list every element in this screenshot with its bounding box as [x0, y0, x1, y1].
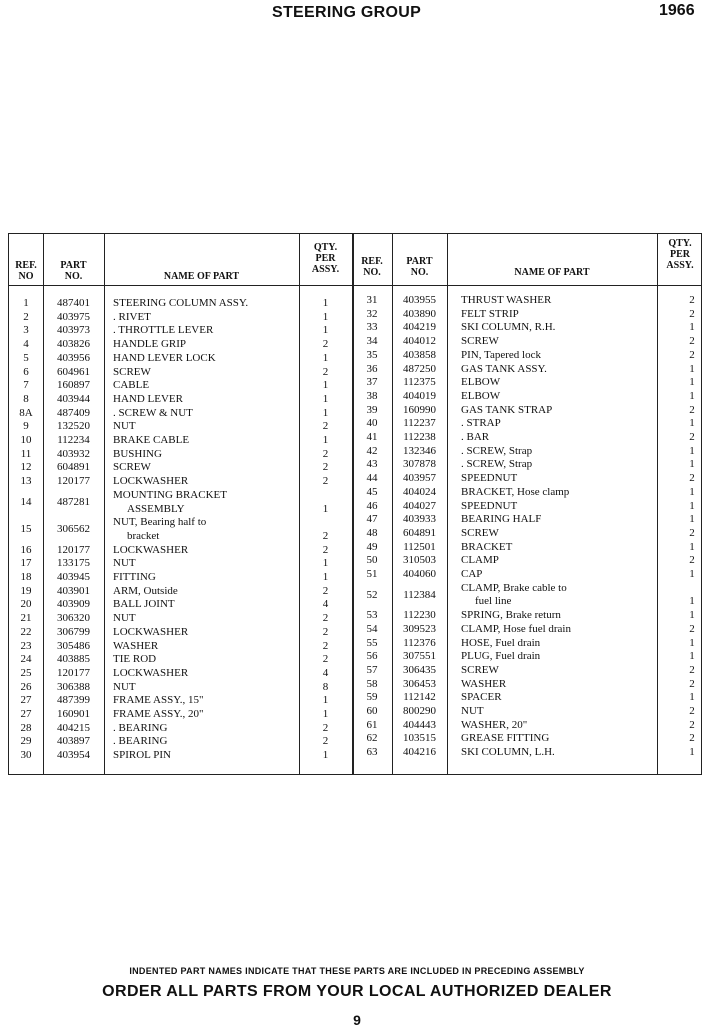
ref-no-cell: 39 [366, 403, 378, 416]
ref-no-cell: 34 [366, 335, 378, 348]
part-no-cell: 112384 [403, 588, 436, 601]
part-name-cell: BUSHING [113, 447, 162, 460]
part-name-cell: BRACKET, Hose clamp [461, 485, 570, 498]
qty-cell: 2 [322, 639, 329, 652]
part-name-cell: fuel line [475, 595, 512, 608]
qty-cell: 1 [322, 749, 329, 762]
ref-no-cell: 57 [366, 663, 378, 676]
part-name-cell: CLAMP, Hose fuel drain [461, 622, 571, 635]
part-no-header: PART NO. [60, 260, 87, 282]
part-name-cell: bracket [127, 529, 160, 542]
qty-cell: 2 [322, 420, 329, 433]
name-header: NAME OF PART [163, 271, 240, 282]
ref-no-cell: 46 [366, 499, 378, 512]
part-no-cell: 120177 [57, 475, 90, 488]
qty-cell: 4 [322, 598, 329, 611]
qty-cell: 1 [322, 324, 329, 337]
part-name-cell: SKI COLUMN, L.H. [461, 746, 555, 759]
qty-cell: 1 [689, 485, 695, 498]
ref-no-cell: 4 [23, 338, 29, 351]
part-name-cell: . SCREW, Strap [461, 458, 533, 471]
part-no-cell: 487409 [57, 406, 90, 419]
ref-no-cell: 8A [19, 406, 33, 419]
column-divider [104, 234, 105, 774]
qty-cell: 1 [689, 609, 695, 622]
part-no-cell: 112501 [403, 540, 436, 553]
part-name-cell: GREASE FITTING [461, 732, 550, 745]
part-name-cell: LOCKWASHER [113, 666, 189, 679]
part-name-cell: THRUST WASHER [461, 294, 552, 306]
qty-cell: 1 [689, 321, 695, 334]
qty-cell: 1 [322, 557, 329, 570]
ref-no-cell: 27 [20, 694, 32, 707]
page-number: 9 [353, 1012, 361, 1028]
part-name-cell: CLAMP [461, 554, 499, 567]
qty-cell: 2 [689, 348, 695, 361]
part-no-cell: 404219 [403, 321, 436, 334]
part-name-cell: SPIROL PIN [113, 749, 171, 762]
part-no-cell: 309523 [403, 622, 436, 635]
part-name-cell: HANDLE GRIP [113, 338, 187, 351]
ref-no-cell: 23 [20, 639, 32, 652]
part-no-cell: 487281 [57, 495, 90, 508]
part-no-cell: 403956 [57, 351, 90, 364]
ref-no-cell: 50 [366, 554, 378, 567]
part-no-cell: 120177 [57, 666, 90, 679]
qty-cell: 1 [322, 434, 329, 446]
part-name-cell: BALL JOINT [113, 598, 175, 611]
part-name-cell: SCREW [461, 663, 499, 676]
part-no-cell: 800290 [403, 705, 436, 717]
qty-cell: 1 [689, 458, 695, 471]
ref-no-cell: 9 [23, 420, 29, 433]
part-no-cell: 604961 [57, 365, 90, 378]
qty-cell: 1 [322, 392, 329, 405]
ref-no-cell: 37 [366, 376, 378, 389]
part-no-header-right: PART NO. [406, 256, 433, 278]
page-year: 1966 [659, 2, 695, 19]
part-no-cell: 403858 [403, 348, 436, 361]
order-note: ORDER ALL PARTS FROM YOUR LOCAL AUTHORIZED DEALER [102, 983, 612, 1000]
part-no-cell: 404216 [403, 746, 436, 759]
qty-cell: 1 [689, 389, 695, 402]
part-no-cell: 306388 [57, 680, 90, 693]
part-no-cell: 403975 [57, 310, 90, 323]
ref-no-cell: 51 [366, 568, 378, 580]
name-header-right: NAME OF PART [514, 267, 590, 278]
part-name-cell: CABLE [113, 379, 150, 392]
part-no-cell: 403901 [57, 584, 90, 597]
ref-no-cell: 60 [366, 705, 378, 717]
ref-no-cell: 8 [23, 392, 29, 405]
qty-cell: 1 [689, 513, 695, 526]
qty-cell: 2 [322, 529, 329, 542]
part-no-cell: 103515 [403, 732, 436, 745]
ref-no-cell: 27 [20, 708, 32, 720]
part-name-cell: LOCKWASHER [113, 625, 189, 638]
qty-cell: 2 [689, 622, 695, 635]
part-name-cell: ELBOW [461, 376, 501, 389]
part-name-cell: SCREW [113, 461, 151, 474]
qty-cell: 2 [322, 338, 329, 351]
qty-cell: 1 [689, 417, 695, 430]
part-name-cell: GAS TANK ASSY. [461, 362, 547, 375]
part-no-cell: 160901 [57, 708, 90, 720]
part-name-cell: ARM, Outside [113, 584, 178, 597]
part-no-cell: 403890 [403, 307, 436, 320]
ref-header: REF. NO [15, 260, 37, 282]
part-name-cell: HAND LEVER LOCK [113, 351, 216, 364]
part-no-cell: 403955 [403, 294, 436, 306]
part-no-cell: 403885 [57, 653, 90, 666]
part-no-cell: 404012 [403, 335, 436, 348]
qty-cell: 1 [689, 691, 695, 704]
ref-no-cell: 43 [366, 458, 378, 471]
part-name-cell: LOCKWASHER [113, 543, 189, 556]
part-name-cell: . SCREW & NUT [113, 406, 193, 419]
qty-cell: 8 [322, 680, 329, 693]
ref-no-cell: 17 [20, 557, 32, 570]
part-no-cell: 120177 [57, 543, 90, 556]
qty-cell: 2 [322, 475, 329, 488]
qty-cell: 1 [689, 540, 695, 553]
part-no-cell: 487399 [57, 694, 90, 707]
ref-no-cell: 63 [366, 746, 378, 759]
qty-cell: 2 [689, 472, 695, 485]
qty-cell: 1 [322, 406, 329, 419]
ref-no-cell: 10 [20, 434, 32, 446]
ref-no-cell: 11 [20, 447, 32, 460]
part-name-cell: SCREW [461, 335, 499, 348]
qty-cell: 2 [322, 721, 329, 734]
ref-no-cell: 21 [20, 612, 32, 625]
part-no-cell: 404027 [403, 499, 436, 512]
qty-cell: 1 [322, 708, 329, 720]
qty-cell: 2 [689, 705, 695, 717]
part-no-cell: 132346 [403, 444, 436, 457]
ref-no-cell: 38 [366, 389, 378, 402]
qty-cell: 2 [689, 403, 695, 416]
part-no-cell: 403932 [57, 447, 90, 460]
part-name-cell: ASSEMBLY [127, 502, 185, 515]
part-no-cell: 404019 [403, 389, 436, 402]
ref-no-cell: 6 [23, 365, 29, 378]
part-no-cell: 403909 [57, 598, 90, 611]
ref-no-cell: 36 [366, 362, 378, 375]
ref-no-cell: 5 [23, 351, 29, 364]
part-no-cell: 604891 [403, 526, 436, 539]
part-no-cell: 306320 [57, 612, 90, 625]
ref-no-cell: 48 [366, 526, 378, 539]
part-name-cell: BRAKE CABLE [113, 434, 190, 446]
parts-table [8, 233, 702, 775]
part-name-cell: GAS TANK STRAP [461, 403, 553, 416]
ref-no-cell: 15 [20, 523, 32, 536]
part-name-cell: SCREW [461, 526, 499, 539]
part-no-cell: 112237 [403, 417, 436, 430]
ref-no-cell: 31 [366, 294, 378, 306]
qty-header: QTY. PER ASSY. [311, 242, 340, 275]
qty-cell: 2 [322, 653, 329, 666]
qty-cell: 1 [689, 746, 695, 759]
part-name-cell: BRACKET [461, 540, 513, 553]
qty-cell: 2 [322, 625, 329, 638]
part-name-cell: LOCKWASHER [113, 475, 189, 488]
qty-cell: 4 [322, 666, 329, 679]
part-no-cell: 160990 [403, 403, 436, 416]
part-name-cell: HOSE, Fuel drain [461, 636, 541, 649]
column-divider [447, 234, 448, 774]
part-name-cell: CLAMP, Brake cable to [461, 581, 567, 594]
qty-cell: 1 [322, 694, 329, 707]
ref-no-cell: 26 [20, 680, 32, 693]
ref-no-cell: 16 [20, 543, 32, 556]
part-name-cell: PLUG, Fuel drain [461, 650, 541, 663]
part-name-cell: STEERING COLUMN ASSY. [113, 297, 249, 309]
ref-no-cell: 33 [366, 321, 378, 334]
qty-cell: 1 [322, 310, 329, 323]
qty-cell: 1 [322, 351, 329, 364]
ref-no-cell: 62 [366, 732, 378, 745]
part-name-cell: WASHER [461, 677, 507, 690]
part-no-cell: 404060 [403, 568, 436, 580]
part-no-cell: 487401 [57, 297, 90, 309]
part-no-cell: 112238 [403, 431, 436, 443]
qty-cell: 2 [689, 663, 695, 676]
part-no-cell: 112230 [403, 609, 436, 622]
ref-no-cell: 45 [366, 485, 378, 498]
qty-cell: 1 [689, 376, 695, 389]
ref-no-cell: 25 [20, 666, 32, 679]
part-name-cell: . STRAP [461, 417, 501, 430]
part-no-cell: 112375 [403, 376, 436, 389]
part-no-cell: 403945 [57, 571, 90, 583]
part-no-cell: 307551 [403, 650, 436, 663]
qty-cell: 1 [689, 444, 695, 457]
ref-no-cell: 22 [20, 625, 32, 638]
part-name-cell: MOUNTING BRACKET [113, 488, 227, 501]
part-no-cell: 112142 [403, 691, 436, 704]
part-name-cell: FRAME ASSY., 20" [113, 708, 204, 720]
part-no-cell: 404215 [57, 721, 90, 734]
ref-no-cell: 58 [366, 677, 378, 690]
ref-no-cell: 2 [23, 310, 29, 323]
part-no-cell: 306799 [57, 625, 90, 638]
qty-cell: 2 [689, 526, 695, 539]
ref-no-cell: 52 [366, 588, 378, 601]
part-no-cell: 604891 [57, 461, 90, 474]
ref-no-cell: 53 [366, 609, 378, 622]
ref-no-cell: 56 [366, 650, 378, 663]
part-no-cell: 403957 [403, 472, 436, 485]
part-name-cell: SPEEDNUT [461, 472, 518, 485]
part-name-cell: ELBOW [461, 389, 501, 402]
part-name-cell: NUT [461, 705, 484, 717]
part-name-cell: . THROTTLE LEVER [113, 324, 214, 337]
qty-cell: 2 [322, 584, 329, 597]
part-no-cell: 403944 [57, 392, 90, 405]
part-no-cell: 310503 [403, 554, 436, 567]
ref-no-cell: 7 [23, 379, 29, 392]
ref-no-cell: 30 [20, 749, 32, 762]
part-no-cell: 112234 [57, 434, 90, 446]
ref-no-cell: 42 [366, 444, 378, 457]
qty-cell: 2 [689, 677, 695, 690]
qty-cell: 2 [689, 732, 695, 745]
ref-header-right: REF. NO. [361, 256, 383, 278]
ref-no-cell: 49 [366, 540, 378, 553]
part-name-cell: SCREW [113, 365, 151, 378]
qty-cell: 2 [689, 307, 695, 320]
part-name-cell: CAP [461, 568, 483, 580]
part-name-cell: FRAME ASSY., 15" [113, 694, 204, 707]
part-name-cell: SKI COLUMN, R.H. [461, 321, 556, 334]
ref-no-cell: 3 [23, 324, 29, 337]
part-name-cell: NUT, Bearing half to [113, 516, 207, 529]
part-name-cell: . SCREW, Strap [461, 444, 533, 457]
part-no-cell: 403897 [57, 735, 90, 748]
qty-cell: 2 [689, 335, 695, 348]
part-name-cell: SPACER [461, 691, 502, 704]
ref-no-cell: 24 [20, 653, 32, 666]
page-title: STEERING GROUP [272, 4, 422, 21]
part-no-cell: 487250 [403, 362, 436, 375]
ref-no-cell: 20 [20, 598, 32, 611]
ref-no-cell: 35 [366, 348, 378, 361]
part-name-cell: PIN, Tapered lock [461, 348, 541, 361]
part-name-cell: . RIVET [113, 310, 151, 323]
qty-cell: 1 [322, 502, 329, 515]
part-no-cell: 306435 [403, 663, 436, 676]
part-name-cell: NUT [113, 612, 136, 625]
ref-no-cell: 1 [23, 297, 29, 309]
part-name-cell: FELT STRIP [461, 307, 519, 320]
ref-no-cell: 54 [366, 622, 378, 635]
indent-note: INDENTED PART NAMES INDICATE THAT THESE PARTS ARE INCLUDED IN PRECEDING ASSEMBLY [129, 966, 585, 976]
ref-no-cell: 61 [366, 718, 378, 731]
part-name-cell: . BAR [461, 431, 490, 443]
part-name-cell: TIE ROD [113, 653, 157, 666]
part-no-cell: 403933 [403, 513, 436, 526]
ref-no-cell: 12 [20, 461, 32, 474]
part-no-cell: 307878 [403, 458, 436, 471]
qty-cell: 1 [689, 499, 695, 512]
part-no-cell: 305486 [57, 639, 90, 652]
qty-cell: 2 [689, 294, 695, 306]
qty-header-right: QTY. PER ASSY. [666, 238, 694, 271]
ref-no-cell: 59 [366, 691, 378, 704]
qty-cell: 2 [322, 447, 329, 460]
qty-cell: 1 [689, 362, 695, 375]
part-no-cell: 403954 [57, 749, 90, 762]
part-name-cell: . BEARING [113, 721, 168, 734]
qty-cell: 1 [689, 636, 695, 649]
part-name-cell: NUT [113, 420, 136, 433]
part-no-cell: 160897 [57, 379, 90, 392]
qty-cell: 2 [322, 365, 329, 378]
part-name-cell: SPRING, Brake return [461, 609, 561, 622]
qty-cell: 2 [689, 554, 695, 567]
qty-cell: 1 [689, 650, 695, 663]
qty-cell: 1 [322, 379, 329, 392]
part-no-cell: 112376 [403, 636, 436, 649]
qty-cell: 2 [322, 543, 329, 556]
part-no-cell: 306453 [403, 677, 436, 690]
ref-no-cell: 18 [20, 571, 32, 583]
part-no-cell: 404024 [403, 485, 436, 498]
qty-cell: 1 [322, 571, 329, 583]
qty-cell: 2 [689, 718, 695, 731]
ref-no-cell: 40 [366, 417, 378, 430]
part-name-cell: WASHER [113, 639, 159, 652]
ref-no-cell: 28 [20, 721, 32, 734]
part-name-cell: WASHER, 20" [461, 718, 528, 731]
ref-no-cell: 19 [20, 584, 32, 597]
part-no-cell: 404443 [403, 718, 436, 731]
qty-cell: 2 [322, 735, 329, 748]
ref-no-cell: 13 [20, 475, 32, 488]
part-name-cell: BEARING HALF [461, 513, 542, 526]
part-no-cell: 133175 [57, 557, 90, 570]
qty-cell: 1 [689, 595, 695, 608]
part-name-cell: NUT [113, 557, 136, 570]
qty-cell: 2 [322, 461, 329, 474]
part-no-cell: 403973 [57, 324, 90, 337]
part-no-cell: 132520 [57, 420, 90, 433]
ref-no-cell: 32 [366, 307, 378, 320]
ref-no-cell: 14 [20, 495, 32, 508]
qty-cell: 1 [689, 568, 695, 580]
qty-cell: 2 [689, 431, 695, 443]
ref-no-cell: 41 [366, 431, 378, 443]
part-name-cell: NUT [113, 680, 136, 693]
part-name-cell: SPEEDNUT [461, 499, 518, 512]
qty-cell: 2 [322, 612, 329, 625]
part-name-cell: . BEARING [113, 735, 168, 748]
qty-cell: 1 [322, 297, 329, 309]
ref-no-cell: 55 [366, 636, 378, 649]
ref-no-cell: 44 [366, 472, 378, 485]
part-no-cell: 306562 [57, 523, 90, 536]
part-name-cell: HAND LEVER [113, 392, 183, 405]
header-divider [9, 285, 701, 286]
ref-no-cell: 47 [366, 513, 378, 526]
part-name-cell: FITTING [113, 571, 156, 583]
ref-no-cell: 29 [20, 735, 32, 748]
part-no-cell: 403826 [57, 338, 90, 351]
